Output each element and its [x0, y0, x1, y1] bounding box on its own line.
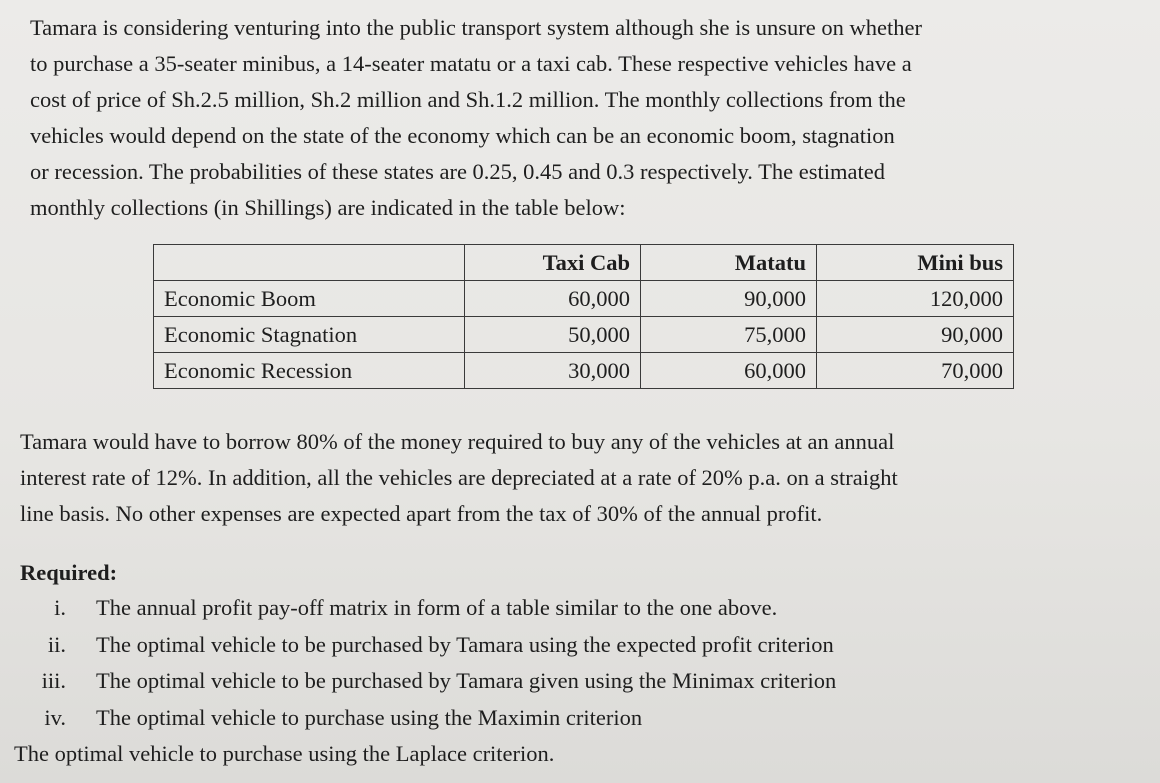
item-number: i. [54, 595, 66, 620]
table-row [154, 353, 1014, 389]
cell-boom-matatu: 90,000 [641, 281, 817, 317]
problem-intro [30, 10, 922, 226]
row-label-recession: Economic Recession [154, 353, 465, 389]
intro-line-6: monthly collections (in Shillings) are indicated in the table below: [30, 195, 626, 220]
monthly-collections-table [153, 244, 1014, 389]
column-header-taxi-cab: Taxi Cab [465, 245, 641, 281]
table-row [154, 317, 1014, 353]
intro-line-5: or recession. The probabilities of these states are 0.25, 0.45 and 0.3 respectively. The estimated [30, 159, 885, 184]
column-header-mini-bus: Mini bus [817, 245, 1014, 281]
financing-line-3: line basis. No other expenses are expected apart from the tax of 30% of the annual profit. [20, 501, 823, 526]
intro-line-4: vehicles would depend on the state of the economy which can be an economic boom, stagnation [30, 123, 895, 148]
financing-paragraph [20, 424, 898, 532]
financing-line-1: Tamara would have to borrow 80% of the money required to buy any of the vehicles at an annual [20, 429, 895, 454]
table-corner-cell [154, 245, 465, 281]
final-question: The optimal vehicle to purchase using the Laplace criterion. [14, 741, 555, 766]
item-text: The optimal vehicle to be purchased by Tamara given using the Minimax criterion [96, 668, 837, 693]
row-label-boom: Economic Boom [154, 281, 465, 317]
cell-recession-taxi: 30,000 [465, 353, 641, 389]
cell-stagnation-taxi: 50,000 [465, 317, 641, 353]
cell-stagnation-matatu: 75,000 [641, 317, 817, 353]
cell-stagnation-minibus: 90,000 [817, 317, 1014, 353]
item-number: ii. [47, 631, 66, 657]
cell-boom-taxi: 60,000 [465, 281, 641, 317]
cell-recession-matatu: 60,000 [641, 353, 817, 389]
cell-boom-minibus: 120,000 [817, 281, 1014, 317]
item-number: iii. [41, 668, 66, 693]
required-heading: Required: [20, 560, 118, 585]
cell-recession-minibus: 70,000 [817, 353, 1014, 389]
item-text: The annual profit pay-off matrix in form of a table similar to the one above. [96, 595, 778, 620]
row-label-stagnation: Economic Stagnation [154, 317, 465, 353]
intro-line-3: cost of price of Sh.2.5 million, Sh.2 million and Sh.1.2 million. The monthly collections from the [30, 87, 906, 112]
item-number: iv. [44, 704, 66, 730]
intro-line-1: Tamara is considering venturing into the public transport system although she is unsure on whether [30, 15, 922, 40]
table-row [154, 281, 1014, 317]
financing-line-2: interest rate of 12%. In addition, all the vehicles are depreciated at a rate of 20% p.a. on a straight [20, 465, 898, 490]
item-text: The optimal vehicle to be purchased by Tamara using the expected profit criterion [96, 631, 834, 657]
column-header-matatu: Matatu [641, 245, 817, 281]
intro-line-2: to purchase a 35-seater minibus, a 14-seater matatu or a taxi cab. These respective vehicles have a [30, 51, 912, 76]
table-header-row [154, 245, 1014, 281]
item-text: The optimal vehicle to purchase using the Maximin criterion [96, 704, 643, 730]
